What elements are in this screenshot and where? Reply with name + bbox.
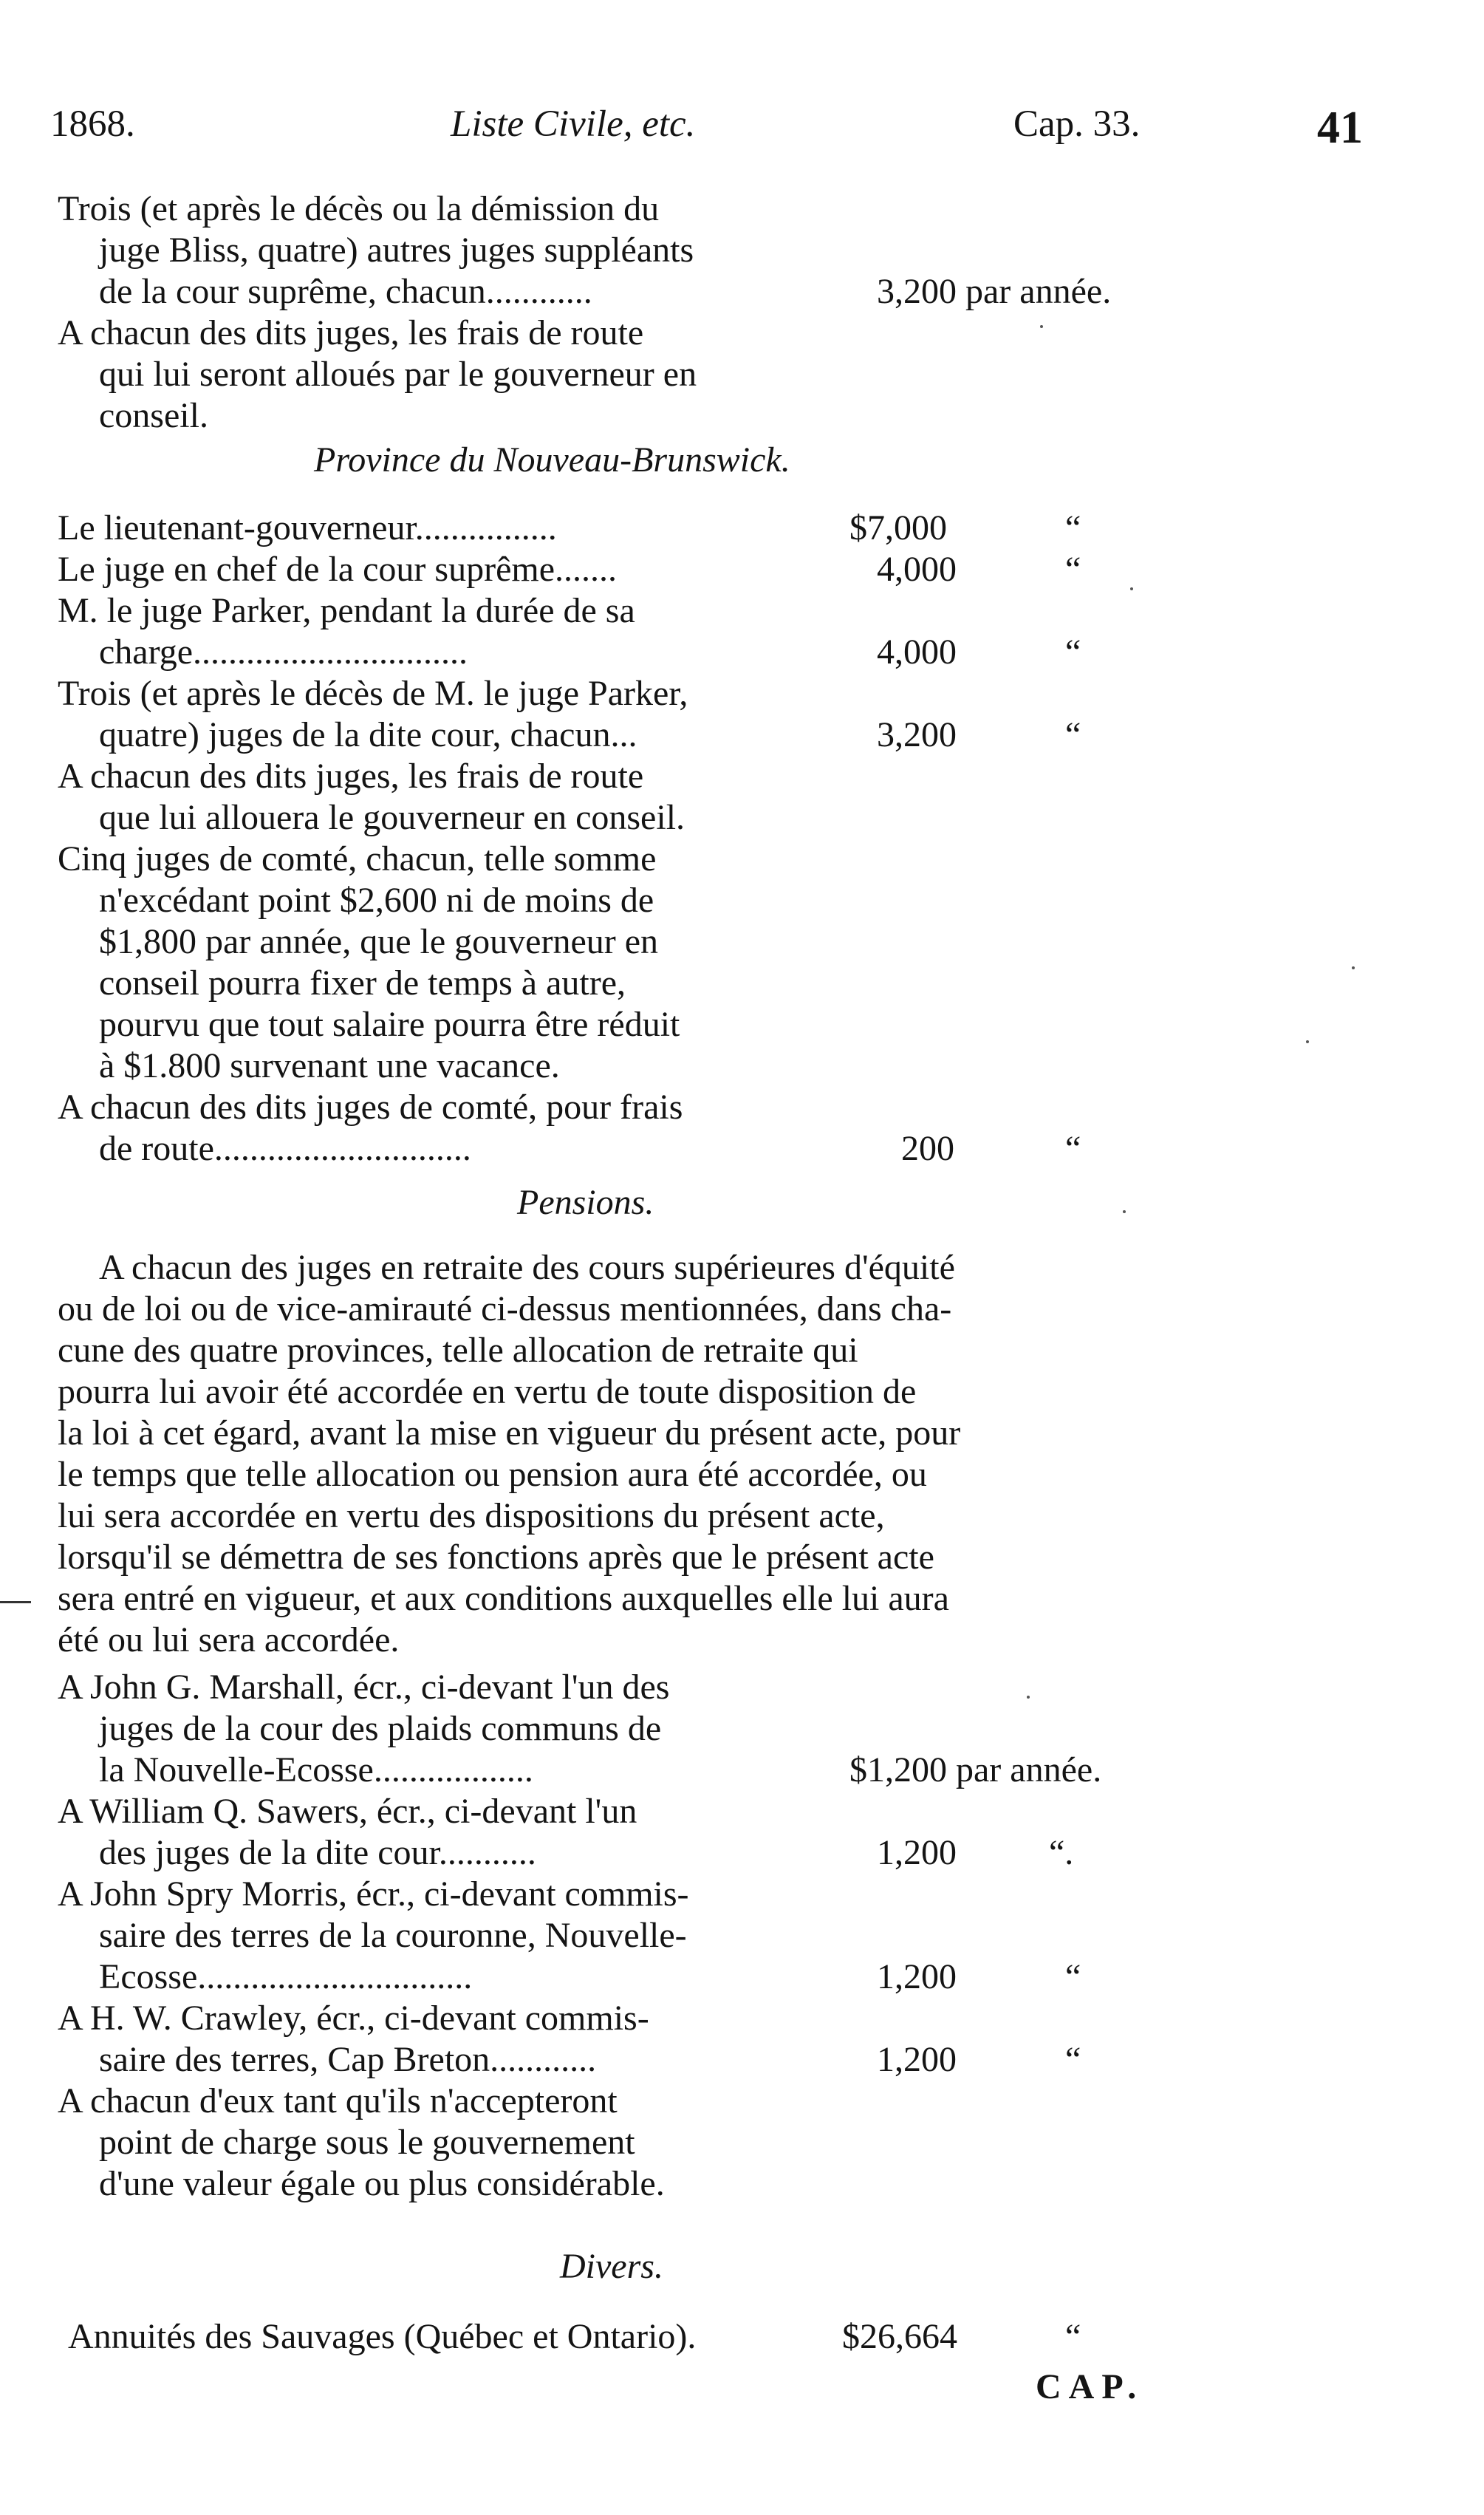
header-chapter: Cap. 33. <box>1013 103 1141 145</box>
text-line: saire des terres, Cap Breton............ <box>99 2040 597 2079</box>
text-line: A chacun des dits juges, les frais de route <box>58 313 644 352</box>
section-heading: Pensions. <box>517 1183 654 1222</box>
text-line: pourra lui avoir été accordée en vertu de toute disposition de <box>58 1372 917 1411</box>
text-line: des juges de la dite cour........... <box>99 1833 536 1872</box>
scan-speck <box>1306 1040 1309 1043</box>
text-line: cune des quatre provinces, telle allocation de retraite qui <box>58 1331 858 1370</box>
ditto-mark: “ <box>1065 1129 1081 1168</box>
text-line: de route............................. <box>99 1129 471 1168</box>
text-line: Le juge en chef de la cour suprême....... <box>58 550 618 589</box>
text-line: A H. W. Crawley, écr., ci-devant commis- <box>58 1999 649 2038</box>
amount: 4,000 <box>877 632 957 672</box>
scan-speck <box>1027 1696 1030 1699</box>
text-line: A chacun des dits juges de comté, pour frais <box>58 1088 683 1127</box>
text-line: Ecosse............................... <box>99 1957 473 1996</box>
text-line: été ou lui sera accordée. <box>58 1620 400 1659</box>
ditto-mark: “ <box>1065 550 1081 589</box>
margin-rule <box>0 1601 31 1603</box>
text-line: de la cour suprême, chacun............ <box>99 272 592 311</box>
text-line: A chacun d'eux tant qu'ils n'accepteront <box>58 2081 618 2120</box>
text-line: point de charge sous le gouvernement <box>99 2123 635 2162</box>
amount: $1,200 par année. <box>849 1750 1102 1789</box>
ditto-mark: “. <box>1049 1833 1074 1872</box>
text-line: à $1.800 survenant une vacance. <box>99 1046 560 1085</box>
text-line: n'excédant point $2,600 ni de moins de <box>99 881 654 920</box>
catchword: CAP. <box>1036 2367 1144 2406</box>
header-title: Liste Civile, etc. <box>451 103 696 145</box>
ditto-mark: “ <box>1065 632 1081 672</box>
text-line: qui lui seront alloués par le gouverneur en <box>99 355 697 394</box>
text-line: lui sera accordée en vertu des dispositions du présent acte, <box>58 1496 885 1535</box>
amount: 3,200 par année. <box>877 272 1112 311</box>
text-line: conseil. <box>99 396 208 435</box>
amount: 3,200 <box>877 715 957 754</box>
text-line: ou de loi ou de vice-amirauté ci-dessus mentionnées, dans cha- <box>58 1289 952 1328</box>
text-line: $1,800 par année, que le gouverneur en <box>99 922 659 961</box>
text-line: M. le juge Parker, pendant la durée de sa <box>58 591 635 630</box>
text-line: Annuités des Sauvages (Québec et Ontario). <box>68 2317 697 2356</box>
header-year: 1868. <box>50 103 135 145</box>
text-line: A William Q. Sawers, écr., ci-devant l'un <box>58 1792 637 1831</box>
text-line: lorsqu'il se démettra de ses fonctions après que le présent acte <box>58 1538 934 1577</box>
ditto-mark: “ <box>1065 715 1081 754</box>
ditto-mark: “ <box>1065 508 1081 547</box>
text-line: juge Bliss, quatre) autres juges suppléants <box>99 231 694 270</box>
text-line: charge............................... <box>99 632 468 672</box>
text-line: Trois (et après le décès de M. le juge Parker, <box>58 674 688 713</box>
page-number: 41 <box>1317 103 1363 153</box>
text-line: Le lieutenant-gouverneur................ <box>58 508 557 547</box>
amount: $26,664 <box>842 2317 957 2356</box>
scan-speck <box>1123 1210 1126 1213</box>
text-line: Trois (et après le décès ou la démission du <box>58 189 660 228</box>
text-line: A chacun des juges en retraite des cours supérieures d'équité <box>99 1248 955 1287</box>
scan-speck <box>1130 587 1133 590</box>
ditto-mark: “ <box>1065 1957 1081 1996</box>
text-line: la loi à cet égard, avant la mise en vigueur du présent acte, pour <box>58 1413 961 1453</box>
text-line: le temps que telle allocation ou pension aura été accordée, ou <box>58 1455 927 1494</box>
text-line: conseil pourra fixer de temps à autre, <box>99 963 626 1003</box>
text-line: A John Spry Morris, écr., ci-devant commis- <box>58 1874 689 1914</box>
text-line: juges de la cour des plaids communs de <box>99 1709 662 1748</box>
text-line: A chacun des dits juges, les frais de route <box>58 757 644 796</box>
text-line: saire des terres de la couronne, Nouvelle- <box>99 1916 687 1955</box>
scan-speck <box>1352 966 1355 969</box>
text-line: Cinq juges de comté, chacun, telle somme <box>58 839 657 878</box>
text-line: A John G. Marshall, écr., ci-devant l'un des <box>58 1668 670 1707</box>
section-heading: Province du Nouveau-Brunswick. <box>314 440 790 480</box>
ditto-mark: “ <box>1065 2317 1081 2356</box>
amount: 200 <box>901 1129 954 1168</box>
text-line: la Nouvelle-Ecosse.................. <box>99 1750 533 1789</box>
amount: 1,200 <box>877 2040 957 2079</box>
text-line: pourvu que tout salaire pourra être réduit <box>99 1005 680 1044</box>
text-line: sera entré en vigueur, et aux conditions auxquelles elle lui aura <box>58 1579 949 1618</box>
text-line: que lui allouera le gouverneur en conseil. <box>99 798 685 837</box>
amount: 4,000 <box>877 550 957 589</box>
text-line: d'une valeur égale ou plus considérable. <box>99 2164 665 2203</box>
scan-speck <box>1040 325 1043 328</box>
section-heading: Divers. <box>560 2247 663 2286</box>
text-line: quatre) juges de la dite cour, chacun... <box>99 715 637 754</box>
ditto-mark: “ <box>1065 2040 1081 2079</box>
amount: 1,200 <box>877 1957 957 1996</box>
amount: 1,200 <box>877 1833 957 1872</box>
amount: $7,000 <box>849 508 947 547</box>
